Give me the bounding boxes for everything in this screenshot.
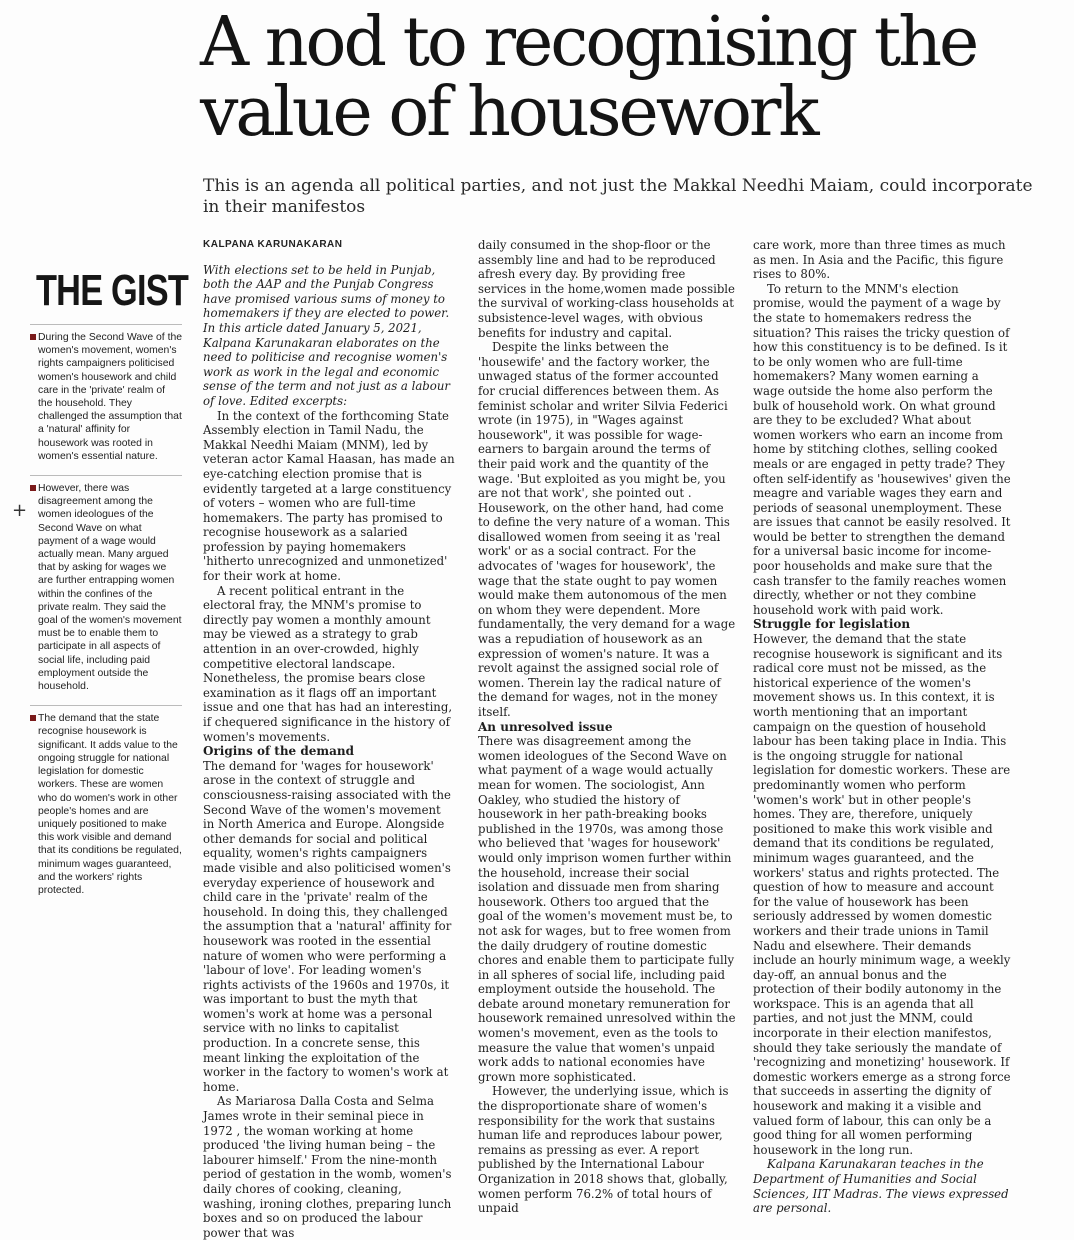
article-column-2: [478, 238, 736, 1216]
body-paragraph: In the context of the forthcoming State Assembly election in Tamil Nadu, the Makkal Needhi Maiam (MNM), led by veteran actor Kamal Haasan, has made an eye-catching election promise that is evidently targeted at a large constituency of voters – women who are full-time homemakers. The party has promised to recognise housework as a salaried profession by paying homemakers 'hitherto unrecognized and unmonetized' for their work at home.: [203, 408, 455, 584]
body-paragraph: A recent political entrant in the electoral fray, the MNM's promise to directly pay women a monthly amount may be viewed as a strategy to grab attention in an over-crowded, highly competitive electoral landscape. Nonetheless, the promise bears close examination as it flags off an important issue and one that has had an interesting, if chequered significance in the history of women's movements.: [203, 583, 453, 744]
headline: A nod to recognising the value of housework: [200, 3, 977, 152]
section-heading: Origins of the demand: [203, 744, 354, 759]
article-column-1: [203, 238, 455, 1240]
body-paragraph: The demand for 'wages for housework' arose in the context of struggle and consciousness-raising associated with the Second Wave of the women's movement in North America and Europe. Alongside other demands for social and political equality, women's rights campaigners made visible and also politicised women's everyday experience of housework and child care in the 'private' realm of the household. In doing this, they challenged the assumption that a 'natural' affinity for housework was rooted in the essential nature of women who were performing a 'labour of love'. For leading women's rights activists of the 1960s and 1970s, it was important to bust the myth that women's work at home was a personal service with no links to capitalist production. In a concrete sense, this meant linking the exploitation of the worker in the factory to women's work at home.: [203, 758, 452, 1094]
gist-item-text: However, there was disagreement among the women ideologues of the Second Wave on what payment of a wage would actually mean. Many argued that by asking for wages we are further entrapping women within the confines of the private realm. They said the goal of the women's movement must be to enable them to participate in all aspects of social life, including paid employment outside the household.: [38, 483, 182, 693]
crosshair-icon: +: [12, 500, 28, 521]
author-note: Kalpana Karunakaran teaches in the Department of Humanities and Social Sciences, IIT Madras. The views expressed are personal.: [753, 1157, 1009, 1216]
body-paragraph: However, the underlying issue, which is the disproportionate share of women's responsibility for the work that sustains human life and reproduces labour power, remains as pressing as ever. A report published by the International Labour Organization in 2018 shows that, globally, women perform 76.2% of total hours of unpaid: [478, 1084, 729, 1216]
gist-item: [30, 475, 182, 693]
dek: This is an agenda all political parties, and not just the Makkal Needhi Maiam, could incorporate in their manifestos: [203, 176, 1033, 217]
square-bullet-icon: [30, 485, 36, 491]
body-paragraph: As Mariarosa Dalla Costa and Selma James wrote in their seminal piece in 1972 , the woman working at home produced 'the living human being – the labourer himself.' From the nine-month period of gestation in the womb, women's daily chores of cooking, cleaning, washing, ironing clothes, preparing lunch boxes and so on produced the labour power that was: [203, 1094, 452, 1240]
gist-item-text: The demand that the state recognise housework is significant. It adds value to the ongoing struggle for national legislation for domestic workers. These are women who do women's work in other people's homes and are uniquely positioned to make this work visible and demand that its conditions be regulated, minimum wages guaranteed, and the workers' rights protected.: [38, 713, 182, 896]
gist-item: [30, 705, 182, 897]
byline: KALPANA KARUNAKARAN: [203, 239, 343, 250]
square-bullet-icon: [30, 715, 36, 721]
gist-box: [30, 266, 189, 909]
gist-item: [30, 324, 182, 463]
article-column-3: [753, 238, 1011, 1216]
square-bullet-icon: [30, 334, 36, 340]
body-paragraph: However, the demand that the state recognise housework is significant and its radical core must not be missed, as the historical experience of the women's movement shows us. In this context, it is worth mentioning that an important campaign on the question of household labour has been taking place in India. This is the ongoing struggle for national legislation for domestic workers. These are predominantly women who perform 'women's work' but in other people's homes. They are, therefore, uniquely positioned to make this work visible and demand that its conditions be regulated, minimum wages guaranteed, and the workers' status and rights protected. The question of how to measure and account for the value of housework has been seriously addressed by women domestic workers and their trade unions in Tamil Nadu and elsewhere. Their demands include an hourly minimum wage, a weekly day-off, an annual bonus and the protection of their bodily autonomy in the workspace. This is an agenda that all parties, and not just the MNM, could incorporate in their election manifestos, should they take seriously the mandate of 'recognizing and monetizing' housework. If domestic workers emerge as a strong force that succeeds in asserting the dignity of housework and making it a visible and valued form of labour, this can only be a good thing for all women performing housework in the long run.: [753, 632, 1011, 1157]
gist-item-text: During the Second Wave of the women's movement, women's rights campaigners politicised women's housework and child care in the 'private' realm of the household. They challenged the assumption that a 'natural' affinity for housework was rooted in women's essential nature.: [38, 332, 183, 462]
body-paragraph: To return to the MNM's election promise, would the payment of a wage by the state to homemakers redress the situation? This raises the tricky question of how this constituency is to be defined. Is it to be only women who are full-time homemakers? Many women earning a wage outside the home also perform the bulk of household work. On what ground are they to be excluded? What about women workers who earn an income from home by stitching clothes, selling cooked meals or are engaged in petty trade? They often self-identify as 'housewives' given the meagre and variable wages they earn and periods of seasonal unemployment. These are issues that cannot be easily resolved. It would be better to strengthen the demand for a universal basic income for income-poor households and make sure that the cash transfer to the family reaches women directly, whether or not they combine household work with paid work.: [753, 281, 1011, 617]
body-paragraph: daily consumed in the shop-floor or the assembly line and had to be reproduced afresh every day. By providing free services in the home,women made possible the survival of working-class households at subsistence-level wages, with obvious benefits for industry and capital.: [478, 238, 735, 340]
section-heading: An unresolved issue: [478, 719, 613, 734]
body-paragraph: Despite the links between the 'housewife' and the factory worker, the unwaged status of the former accounted for crucial differences between them. As feminist scholar and writer Silvia Federici wrote (in 1975), in "Wages against housework", it was possible for wage-earners to bargain around the terms of their paid work and the quantity of the wage. 'But exploited as you might be, you are not that work', she pointed out . Housework, on the other hand, had come to define the very nature of a woman. This disallowed women from seeing it as 'real work' or as a social contract. For the advocates of 'wages for housework', the wage that the state ought to pay women would make them autonomous of the men on whom they were dependent. More fundamentally, the very demand for a wage was a repudiation of housework as an expression of women's nature. It was a revolt against the assigned social role of women. Therein lay the radical nature of the demand for wages, not in the money itself.: [478, 340, 736, 719]
section-heading: Struggle for legislation: [753, 617, 911, 632]
gist-title: THE GIST: [36, 266, 189, 315]
intro-paragraph: With elections set to be held in Punjab, both the AAP and the Punjab Congress have promised various sums of money to homemakers if they are elected to power. In this article dated January 5, 2021, Kalpana Karunakaran elaborates on the need to politicise and recognise women's work as work in the legal and economic sense of the term and not just as a labour of love. Edited excerpts:: [203, 262, 450, 408]
body-paragraph: care work, more than three times as much as men. In Asia and the Pacific, this figure rises to 80%.: [753, 238, 1006, 282]
body-paragraph: There was disagreement among the women ideologues of the Second Wave on what payment of a wage would actually mean for women. The sociologist, Ann Oakley, who studied the history of housework in her path-breaking books published in the 1970s, was among those who believed that 'wages for housework' would only imprison women further within the household, increase their social isolation and dissuade men from sharing housework. Others too argued that the goal of the women's movement must be, to not ask for wages, but to free women from the daily drudgery of routine domestic chores and enable them to participate fully in all spheres of social life, including paid employment outside the household. The debate around monetary remuneration for housework remained unresolved within the women's movement, even as the tools to measure the value that women's unpaid work adds to national economies have grown more sophisticated.: [478, 734, 736, 1084]
